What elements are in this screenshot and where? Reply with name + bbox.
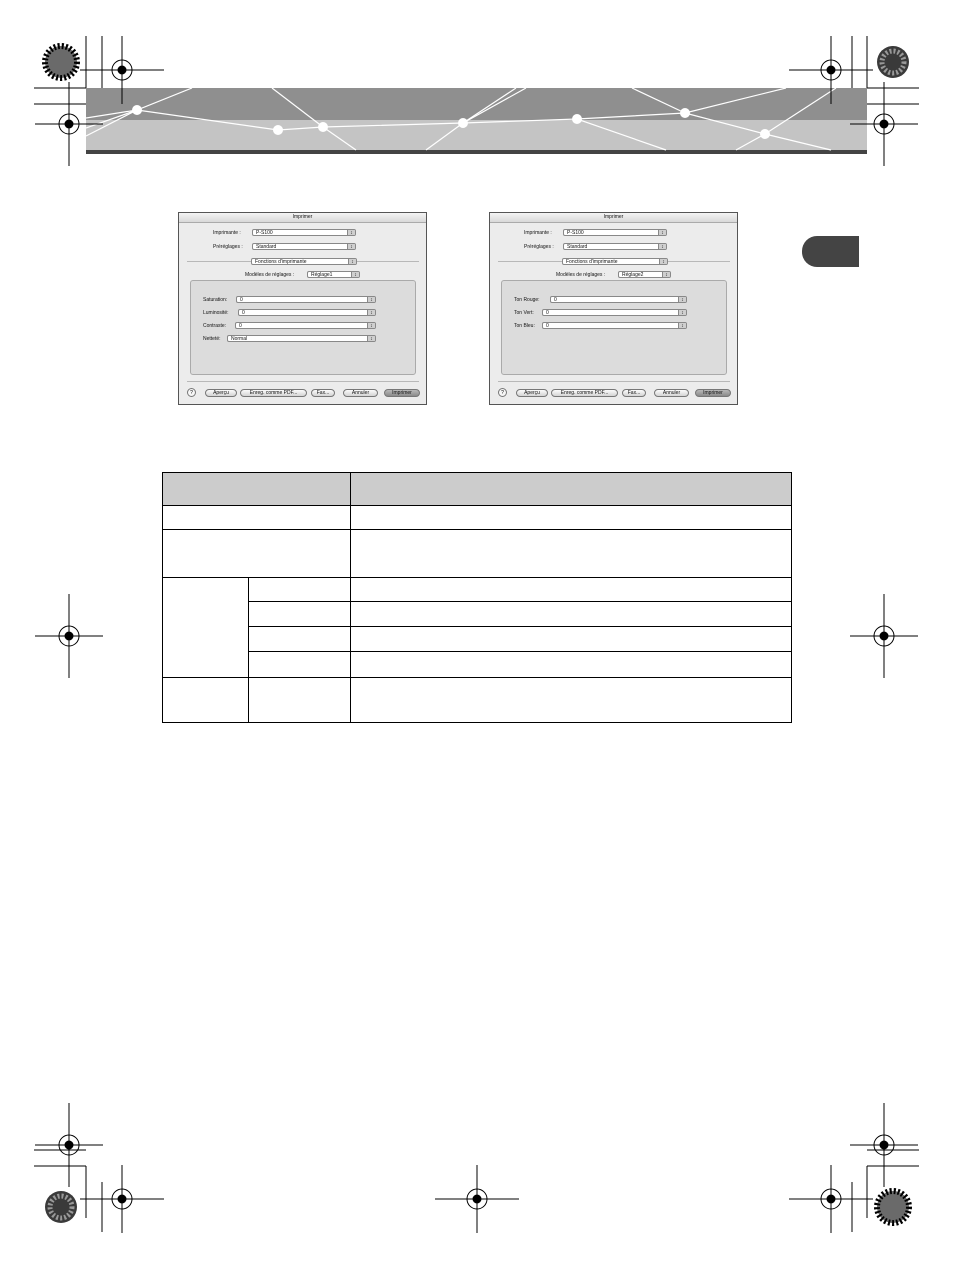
help-button[interactable]: ? [498,388,507,397]
dialog-title: Imprimer [179,213,426,223]
presets-select[interactable]: Standard ↕ [563,243,667,250]
dialog-title: Imprimer [490,213,737,223]
chapter-tab [802,236,859,267]
saturation-select[interactable]: 0 ↕ [236,296,376,303]
preview-button[interactable]: Aperçu [205,389,237,397]
divider [498,381,730,382]
table-row [163,577,791,578]
table-col-divider [248,577,249,722]
setting-label-saturation: Saturation: [203,297,228,303]
sharpness-select[interactable]: Normal ↕ [227,335,376,342]
green-tone-select[interactable]: 0 ↕ [542,309,687,316]
print-dialog-2 [489,212,738,405]
pane-select[interactable]: Fonctions d'imprimante ↕ [562,258,668,265]
printer-label: Imprimante : [524,230,552,236]
cancel-button[interactable]: Annuler [654,389,689,397]
preview-button[interactable]: Aperçu [516,389,548,397]
table-header [163,473,791,506]
models-label: Modèles de réglages : [245,272,295,278]
models-select[interactable]: Réglage1 ↕ [307,271,360,278]
table-row [163,529,791,530]
print-button[interactable]: Imprimer [695,389,731,397]
print-button[interactable]: Imprimer [384,389,420,397]
table-row [163,677,791,678]
save-pdf-button[interactable]: Enreg. comme PDF... [240,389,307,397]
fax-button[interactable]: Fax... [622,389,646,397]
setting-label-green-tone: Ton Vert: [514,310,534,316]
presets-label: Préréglages : [524,244,554,250]
printer-select[interactable]: P-S100 ↕ [252,229,356,236]
cancel-button[interactable]: Annuler [343,389,378,397]
table-row [248,651,791,652]
setting-label-luminosity: Luminosité: [203,310,229,316]
models-label: Modèles de réglages : [556,272,606,278]
save-pdf-button[interactable]: Enreg. comme PDF... [551,389,618,397]
fax-button[interactable]: Fax... [311,389,335,397]
luminosity-select[interactable]: 0 ↕ [238,309,376,316]
setting-label-sharpness: Netteté: [203,336,221,342]
setting-label-blue-tone: Ton Bleu: [514,323,535,329]
presets-label: Préréglages : [213,244,243,250]
table-row [248,626,791,627]
print-dialog-1 [178,212,427,405]
divider [187,381,419,382]
contrast-select[interactable]: 0 ↕ [235,322,376,329]
table-col-divider [350,473,351,722]
settings-table [162,472,792,723]
blue-tone-select[interactable]: 0 ↕ [542,322,687,329]
red-tone-select[interactable]: 0 ↕ [550,296,687,303]
pane-select[interactable]: Fonctions d'imprimante ↕ [251,258,357,265]
models-select[interactable]: Réglage2 ↕ [618,271,671,278]
setting-label-red-tone: Ton Rouge: [514,297,540,303]
printer-label: Imprimante : [213,230,241,236]
printer-select[interactable]: P-S100 ↕ [563,229,667,236]
help-button[interactable]: ? [187,388,196,397]
presets-select[interactable]: Standard ↕ [252,243,356,250]
setting-label-contrast: Contraste: [203,323,227,329]
table-row [248,601,791,602]
